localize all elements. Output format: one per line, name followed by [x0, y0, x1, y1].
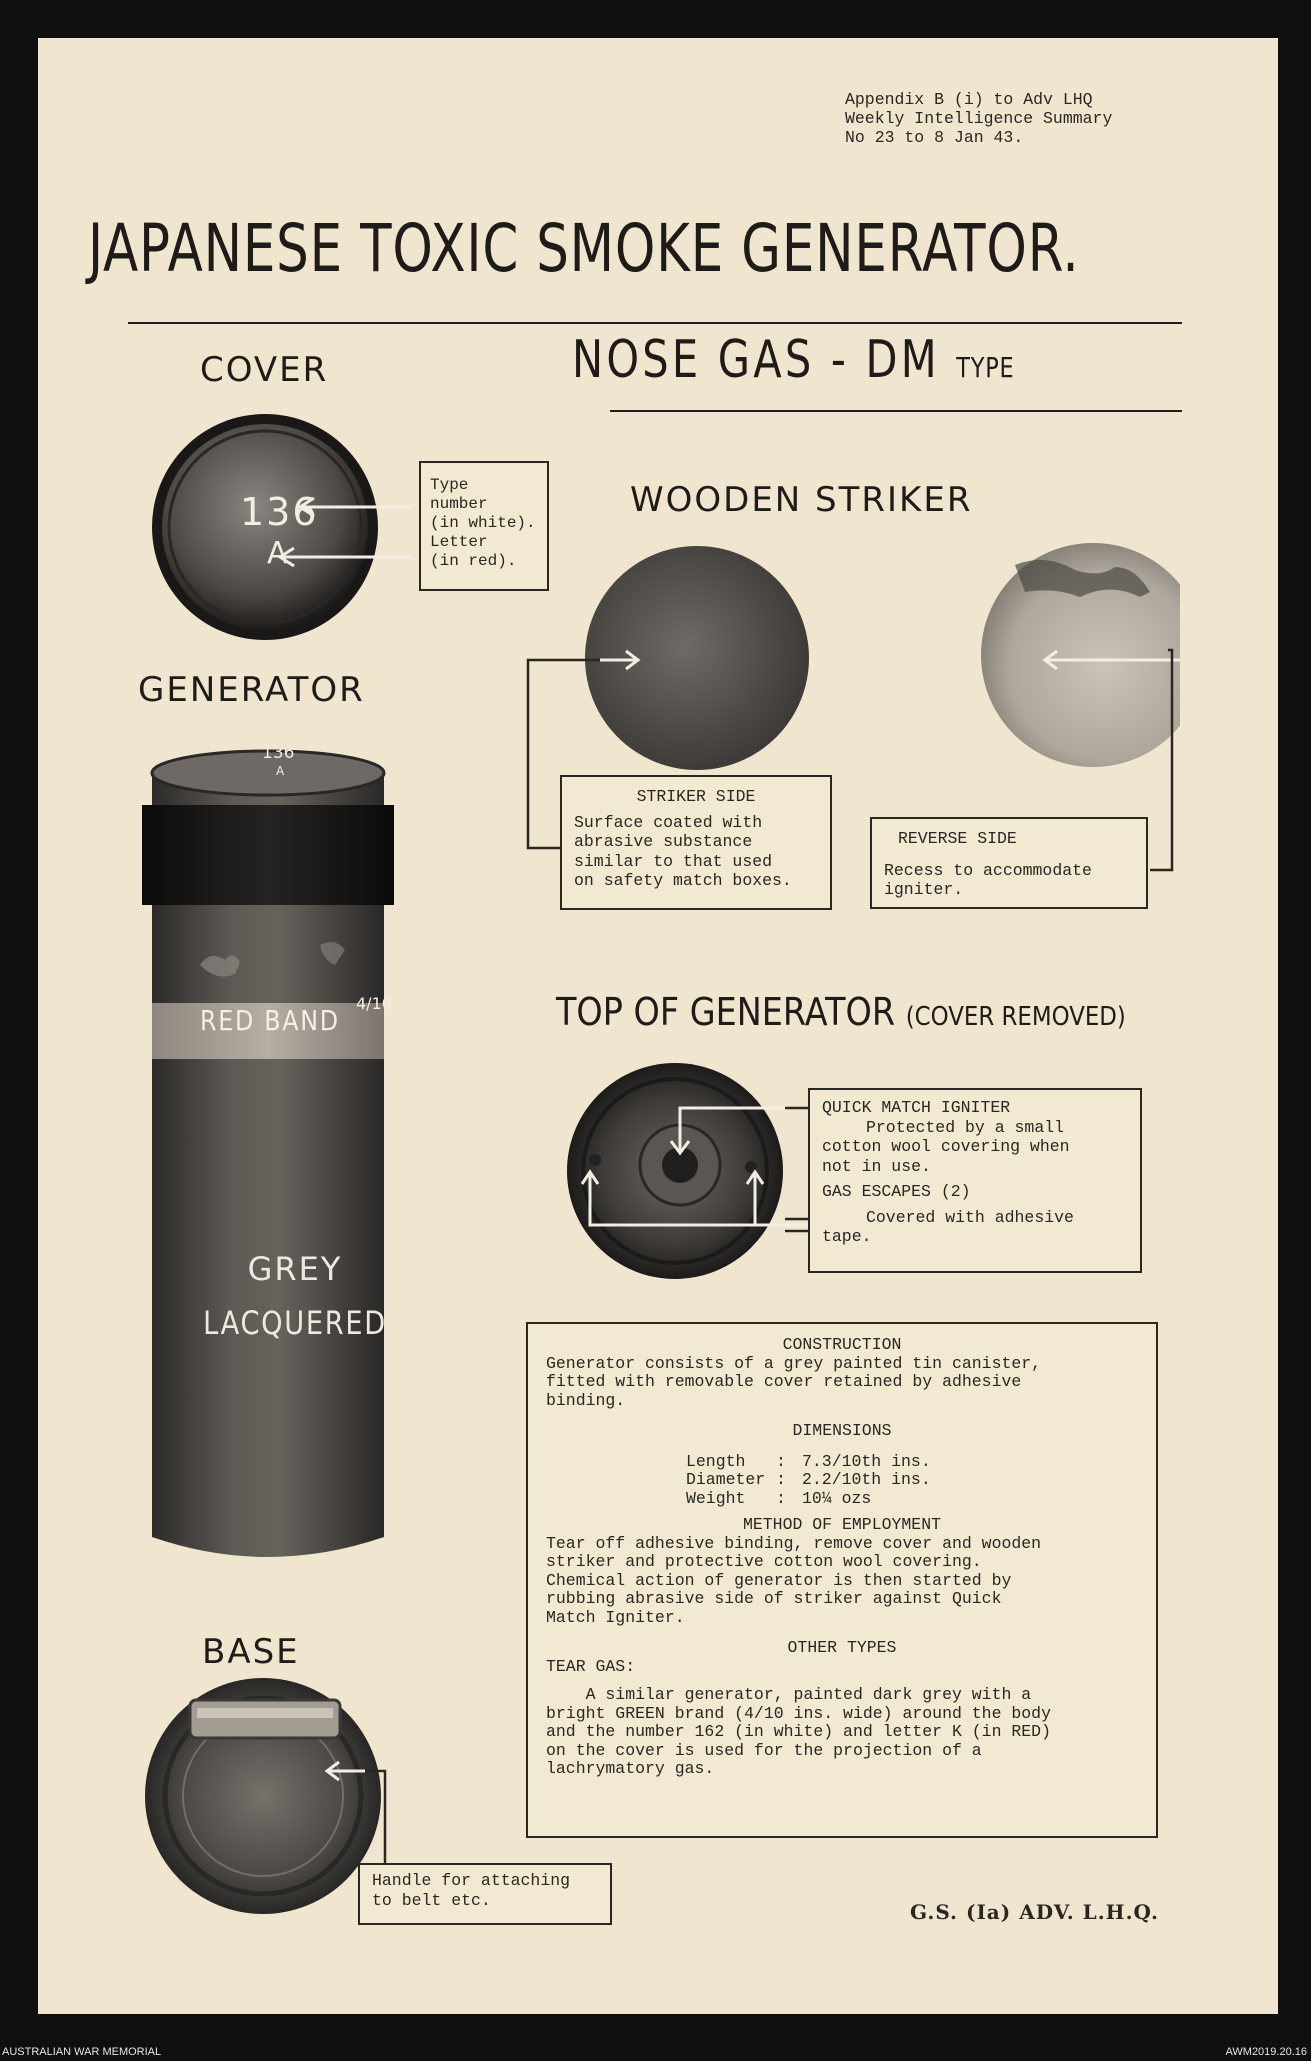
- method-title: METHOD OF EMPLOYMENT: [742, 1515, 942, 1534]
- igniter-title: QUICK MATCH IGNITER: [822, 1098, 1011, 1117]
- generator-photo: [140, 735, 400, 1595]
- detail-line: Generator consists of a grey painted tin canister,: [546, 1353, 1042, 1373]
- box-line: Recess to accommodate: [884, 860, 1092, 880]
- callout-line: (in red).: [430, 552, 517, 570]
- detail-line: fitted with removable cover retained by adhesive: [546, 1372, 1022, 1391]
- detail-line: Match Igniter.: [546, 1607, 685, 1627]
- dim-value: 2.2/10th ins.: [802, 1470, 931, 1489]
- dim-value: 7.3/10th ins.: [802, 1451, 931, 1471]
- red-band-width: 4/10: [356, 994, 392, 1013]
- generator-top-number: 136: [262, 743, 295, 763]
- top-of-generator-photo: [545, 1055, 825, 1295]
- dim-sep: :: [776, 1488, 786, 1508]
- cover-number: 136: [240, 490, 319, 534]
- dim-sep: :: [776, 1451, 786, 1471]
- detail-line: Chemical action of generator is then started by: [546, 1570, 1012, 1590]
- callout-line: Type: [430, 476, 469, 494]
- subtitle-underline: [610, 410, 1182, 412]
- dim-label: Length: [686, 1451, 746, 1471]
- dim-label: Diameter: [686, 1470, 766, 1489]
- escapes-title: GAS ESCAPES (2): [822, 1182, 971, 1201]
- dimensions-title: DIMENSIONS: [792, 1421, 892, 1440]
- main-title: JAPANESE TOXIC SMOKE GENERATOR.: [88, 210, 1080, 287]
- detail-line: Tear off adhesive binding, remove cover and wooden: [546, 1533, 1042, 1553]
- red-band-label: RED BAND: [200, 1004, 340, 1037]
- title-underline: [128, 322, 1182, 324]
- appendix-line: No 23 to 8 Jan 43.: [845, 128, 1024, 147]
- cover-heading: COVER: [200, 350, 329, 390]
- appendix-line: Weekly Intelligence Summary: [845, 109, 1113, 128]
- detail-line: binding.: [546, 1390, 626, 1410]
- callout-line: Handle for attaching: [372, 1871, 571, 1890]
- top-of-generator-heading: [556, 990, 1126, 1034]
- dim-sep: :: [776, 1470, 786, 1489]
- footer-right: AWM2019.20.16: [1225, 2046, 1307, 2058]
- dim-value: 10¼ ozs: [802, 1488, 872, 1508]
- base-callout: [358, 1863, 612, 1925]
- body-label-line: GREY: [247, 1250, 343, 1288]
- top-heading-suffix: (COVER REMOVED): [905, 1002, 1126, 1032]
- detail-line: and the number 162 (in white) and letter K (in RED): [546, 1722, 1051, 1741]
- dim-label: Weight: [686, 1488, 746, 1508]
- callout-line: (in white).: [430, 514, 536, 532]
- dimension-row: [686, 1490, 1138, 1509]
- top-of-generator-callout: [808, 1088, 1142, 1273]
- callout-line: tape.: [822, 1227, 872, 1246]
- appendix-line: Appendix B (i) to Adv LHQ: [845, 90, 1093, 109]
- top-heading-main: TOP OF GENERATOR: [556, 990, 896, 1034]
- body-label-line: LACQUERED: [203, 1304, 387, 1342]
- detail-line: bright GREEN brand (4/10 ins. wide) around the body: [546, 1703, 1051, 1723]
- box-line: igniter.: [884, 880, 964, 899]
- callout-line: Covered with adhesive: [866, 1207, 1074, 1227]
- subtitle: [572, 330, 1015, 390]
- detail-line: rubbing abrasive side of striker against Quick: [546, 1589, 1002, 1608]
- callout-line: not in use.: [822, 1156, 931, 1176]
- striker-side-box: [560, 775, 832, 910]
- callout-line: Protected by a small: [866, 1117, 1065, 1137]
- other-types-title: OTHER TYPES: [787, 1638, 897, 1657]
- detail-line: on the cover is used for the projection of a: [546, 1740, 982, 1760]
- callout-line: number: [430, 495, 488, 513]
- cover-letter: A: [267, 536, 288, 571]
- wooden-striker-heading: WOODEN STRIKER: [630, 480, 973, 520]
- reverse-side-box: [870, 817, 1148, 909]
- generator-heading: GENERATOR: [138, 670, 365, 710]
- detail-line: lachrymatory gas.: [546, 1759, 715, 1778]
- base-heading: BASE: [202, 1632, 300, 1672]
- detail-line: striker and protective cotton wool covering.: [546, 1552, 982, 1571]
- callout-line: Letter: [430, 533, 488, 551]
- appendix-reference: [845, 90, 1112, 147]
- callout-line: cotton wool covering when: [822, 1137, 1070, 1156]
- box-line: abrasive substance: [574, 832, 753, 851]
- grey-lacquered-label: [180, 1242, 410, 1350]
- signature: G.S. (Ia) ADV. L.H.Q.: [910, 1900, 1159, 1924]
- tear-gas-label: TEAR GAS:: [546, 1656, 636, 1676]
- striker-side-title: STRIKER SIDE: [636, 787, 756, 806]
- detail-line: A similar generator, painted dark grey with a: [546, 1685, 1032, 1704]
- subtitle-main: NOSE GAS - DM: [572, 330, 940, 390]
- generator-top-letter: A: [276, 764, 285, 778]
- box-line: Surface coated with: [574, 812, 763, 832]
- dimension-row: [686, 1453, 1138, 1472]
- box-line: similar to that used: [574, 851, 773, 871]
- construction-title: CONSTRUCTION: [782, 1335, 902, 1354]
- subtitle-suffix: TYPE: [956, 351, 1015, 384]
- footer-left: AUSTRALIAN WAR MEMORIAL: [2, 2046, 162, 2058]
- dimension-row: [686, 1471, 1138, 1490]
- callout-line: to belt etc.: [372, 1890, 491, 1910]
- reverse-side-title: REVERSE SIDE: [898, 829, 1017, 848]
- box-line: on safety match boxes.: [574, 871, 792, 890]
